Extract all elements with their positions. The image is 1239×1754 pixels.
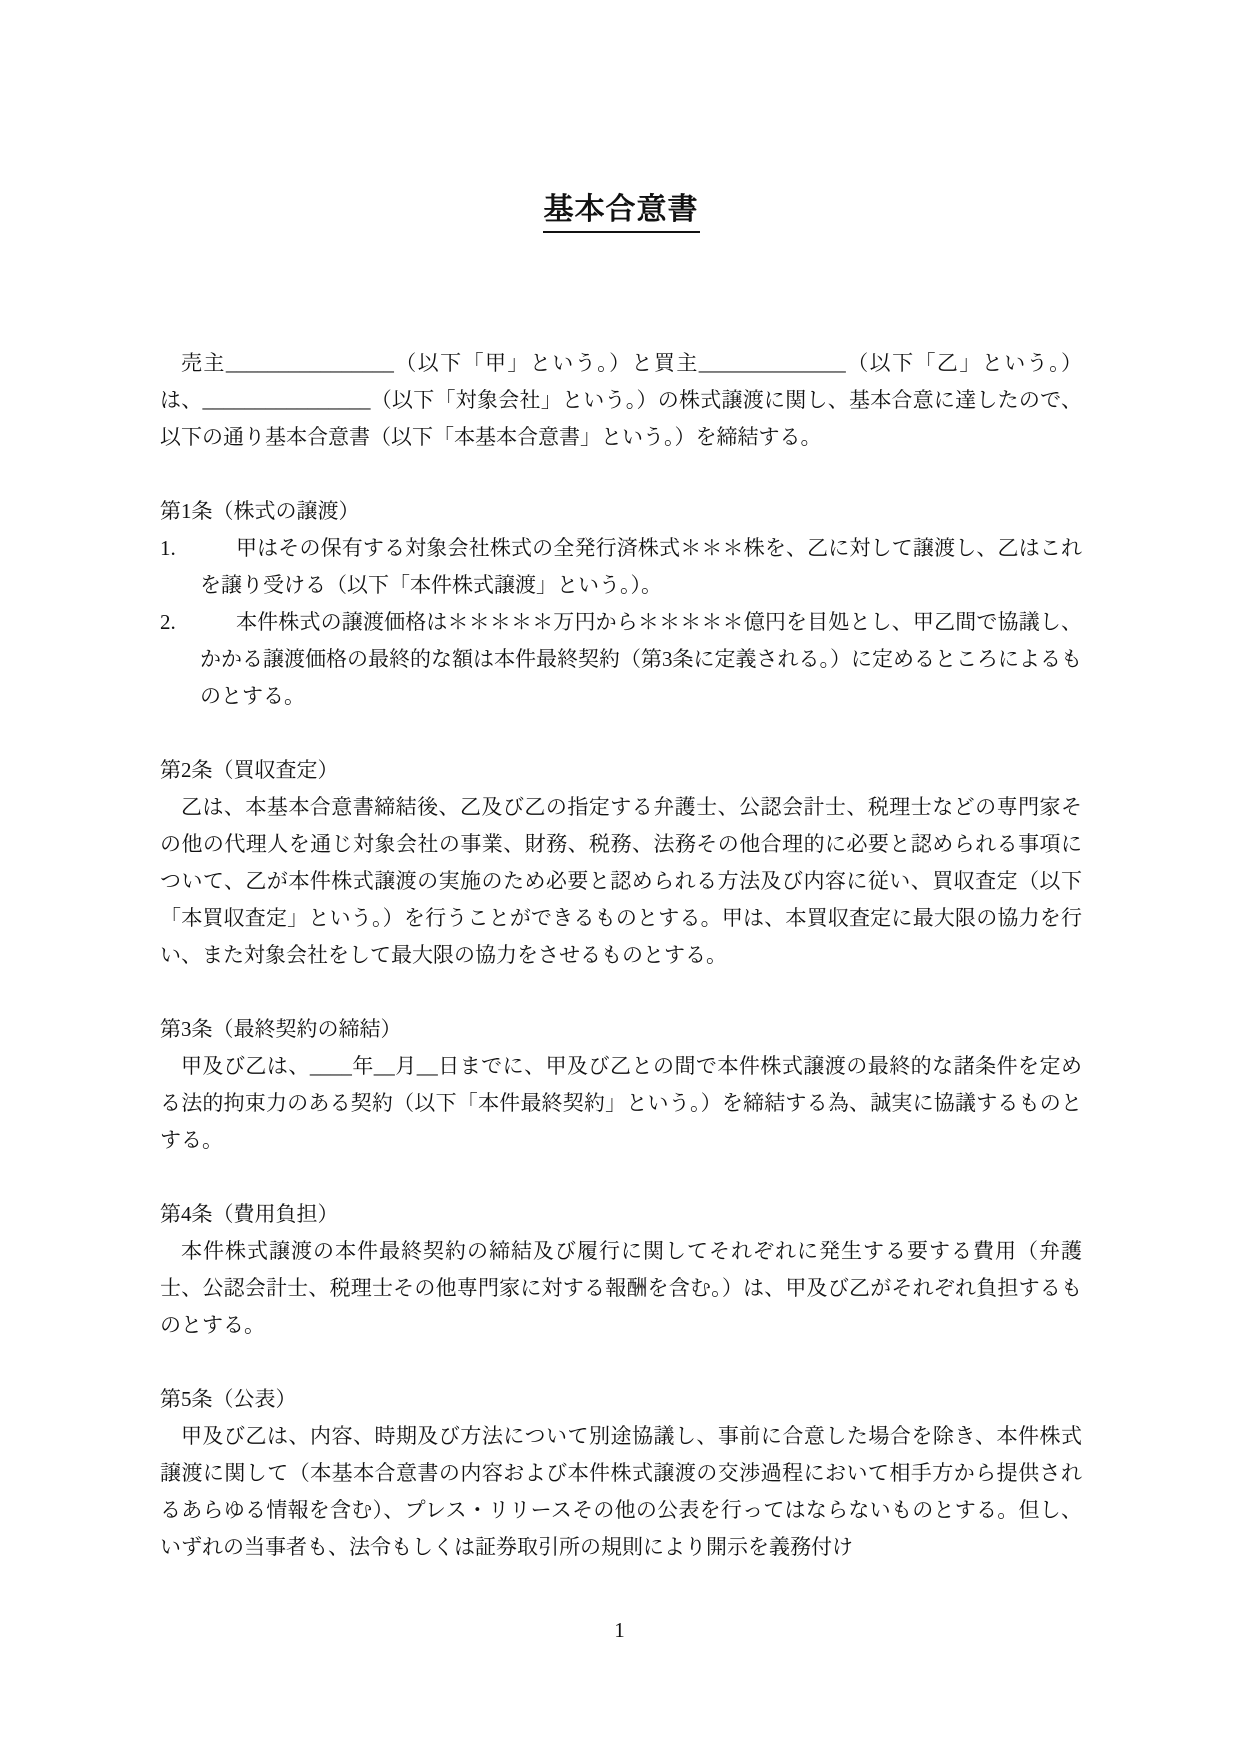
article-3-heading: 第3条（最終契約の締結） <box>160 1017 402 1041</box>
article-3-body: 甲及び乙は、____年__月__日までに、甲及び乙との間で本件株式譲渡の最終的な諸条件を定める法的拘束力のある契約（以下「本件最終契約」という。）を締結する為、誠実に協議するものとする。 <box>160 1054 1082 1152</box>
clause-text: 本件株式の譲渡価格は＊＊＊＊＊万円から＊＊＊＊＊億円を目処とし、甲乙間で協議し、かかる譲渡価格の最終的な額は本件最終契約（第3条に定義される。）に定めるところによるものとする。 <box>200 610 1082 708</box>
article-5-body: 甲及び乙は、内容、時期及び方法について別途協議し、事前に合意した場合を除き、本件株式譲渡に関して（本基本合意書の内容および本件株式譲渡の交渉過程において相手方から提供されるあらゆる情報を含む）、プレス・リリースその他の公表を行ってはならないものとする。但し、いずれの当事者も、法令もしくは証券取引所の規則により開示を義務付け <box>160 1424 1082 1559</box>
article-3 <box>160 1011 1082 1159</box>
document-content <box>160 0 1082 1566</box>
document-title <box>160 192 1082 233</box>
clause-number: 1. <box>160 536 176 560</box>
article-2-body: 乙は、本基本合意書締結後、乙及び乙の指定する弁護士、公認会計士、税理士などの専門家その他の代理人を通じ対象会社の事業、財務、税務、法務その他合理的に必要と認められる事項について、乙が本件株式譲渡の実施のため必要と認められる方法及び内容に従い、買収査定（以下「本買収査定」という。）を行うことができるものとする。甲は、本買収査定に最大限の協力を行い、また対象会社をして最大限の協力をさせるものとする。 <box>160 795 1082 967</box>
article-5 <box>160 1381 1082 1566</box>
article-2-heading: 第2条（買収査定） <box>160 758 339 782</box>
page-number: 1 <box>614 1618 625 1642</box>
article-1-heading: 第1条（株式の譲渡） <box>160 499 360 523</box>
article-4-body: 本件株式譲渡の本件最終契約の締結及び履行に関してそれぞれに発生する要する費用（弁護士、公認会計士、税理士その他専門家に対する報酬を含む。）は、甲及び乙がそれぞれ負担するものとする。 <box>160 1239 1082 1337</box>
article-5-heading: 第5条（公表） <box>160 1387 297 1411</box>
article-4 <box>160 1196 1082 1344</box>
clause-text: 甲はその保有する対象会社株式の全発行済株式＊＊＊株を、乙に対して譲渡し、乙はこれを譲り受ける（以下「本件株式譲渡」という。）。 <box>200 536 1082 597</box>
clause-number: 2. <box>160 610 176 634</box>
article-4-heading: 第4条（費用負担） <box>160 1202 339 1226</box>
article-1-clause-1 <box>160 530 1082 604</box>
article-2 <box>160 752 1082 974</box>
intro-paragraph: 売主________________（以下「甲」という。）と買主______________（以下「乙」という。）は、________________（以下「対象会社」という。）の株式譲渡に関し、基本合意に達したので、以下の通り基本合意書（以下「本基本合意書」という。）を締結する。 <box>160 351 1082 449</box>
document-title-text: 基本合意書 <box>543 192 700 233</box>
article-1 <box>160 493 1082 715</box>
article-1-clause-2 <box>160 604 1082 715</box>
